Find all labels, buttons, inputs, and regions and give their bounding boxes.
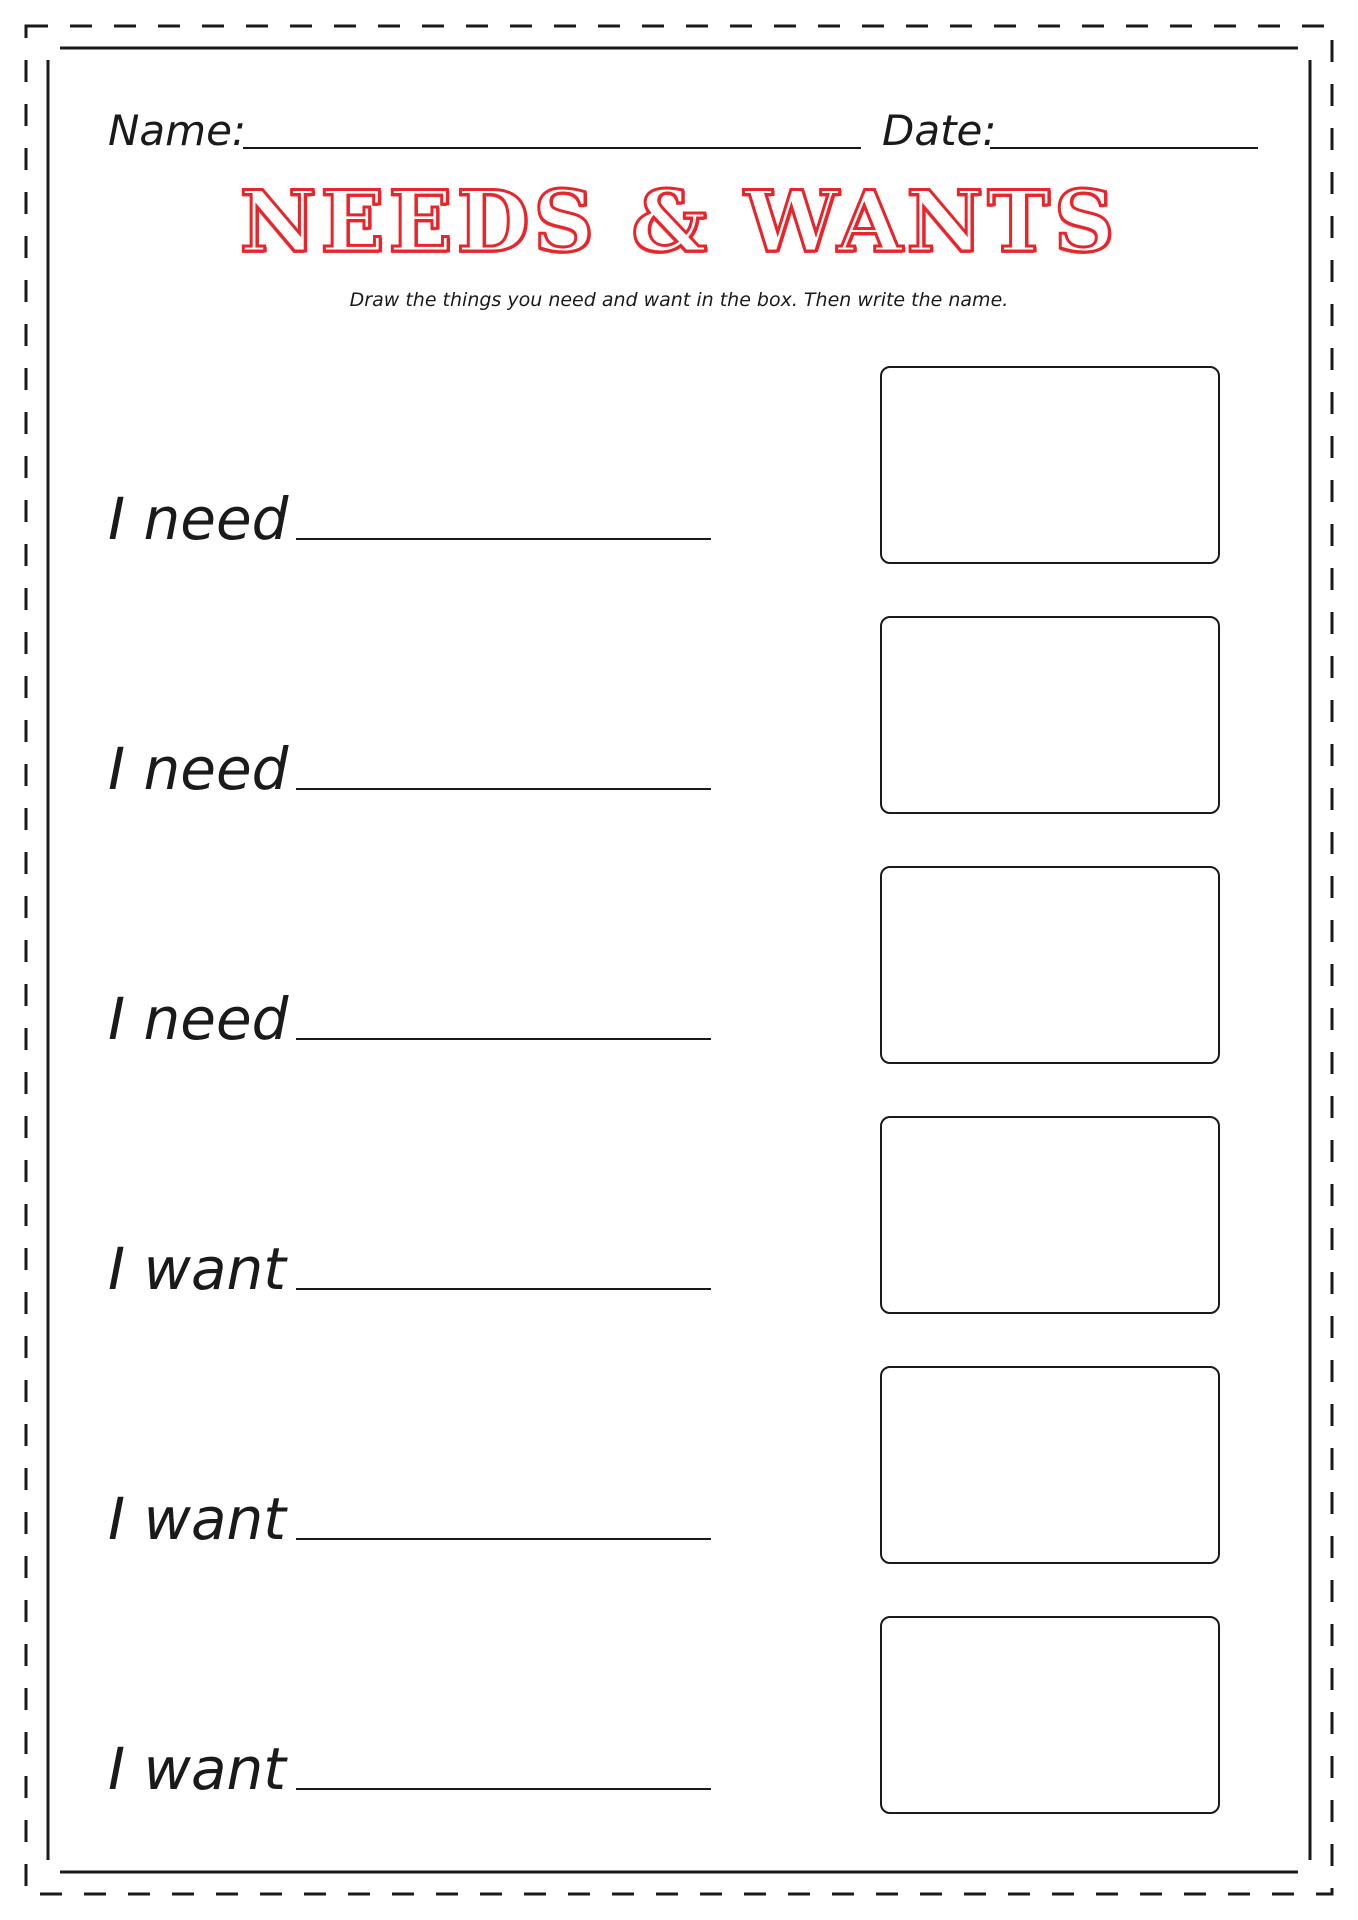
row-label: I need — [108, 485, 289, 553]
drawing-box[interactable] — [880, 366, 1220, 564]
date-field-line[interactable] — [990, 147, 1258, 149]
name-label: Name: — [108, 106, 247, 155]
drawing-box[interactable] — [880, 1616, 1220, 1814]
row-label: I want — [108, 1735, 287, 1803]
name-field-line[interactable] — [243, 147, 861, 149]
answer-line[interactable] — [296, 788, 711, 790]
answer-line[interactable] — [296, 1538, 711, 1540]
instruction-text: Draw the things you need and want in the box. Then write the name. — [349, 289, 1009, 311]
drawing-box[interactable] — [880, 866, 1220, 1064]
answer-line[interactable] — [296, 1788, 711, 1790]
date-label: Date: — [882, 106, 997, 155]
drawing-box[interactable] — [880, 1366, 1220, 1564]
drawing-box[interactable] — [880, 616, 1220, 814]
row-label: I want — [108, 1485, 287, 1553]
answer-line[interactable] — [296, 1288, 711, 1290]
answer-line[interactable] — [296, 1038, 711, 1040]
answer-line[interactable] — [296, 538, 711, 540]
drawing-box[interactable] — [880, 1116, 1220, 1314]
page-title: NEEDS & WANTS — [239, 172, 1119, 271]
row-label: I need — [108, 735, 289, 803]
row-label: I want — [108, 1235, 287, 1303]
row-label: I need — [108, 985, 289, 1053]
